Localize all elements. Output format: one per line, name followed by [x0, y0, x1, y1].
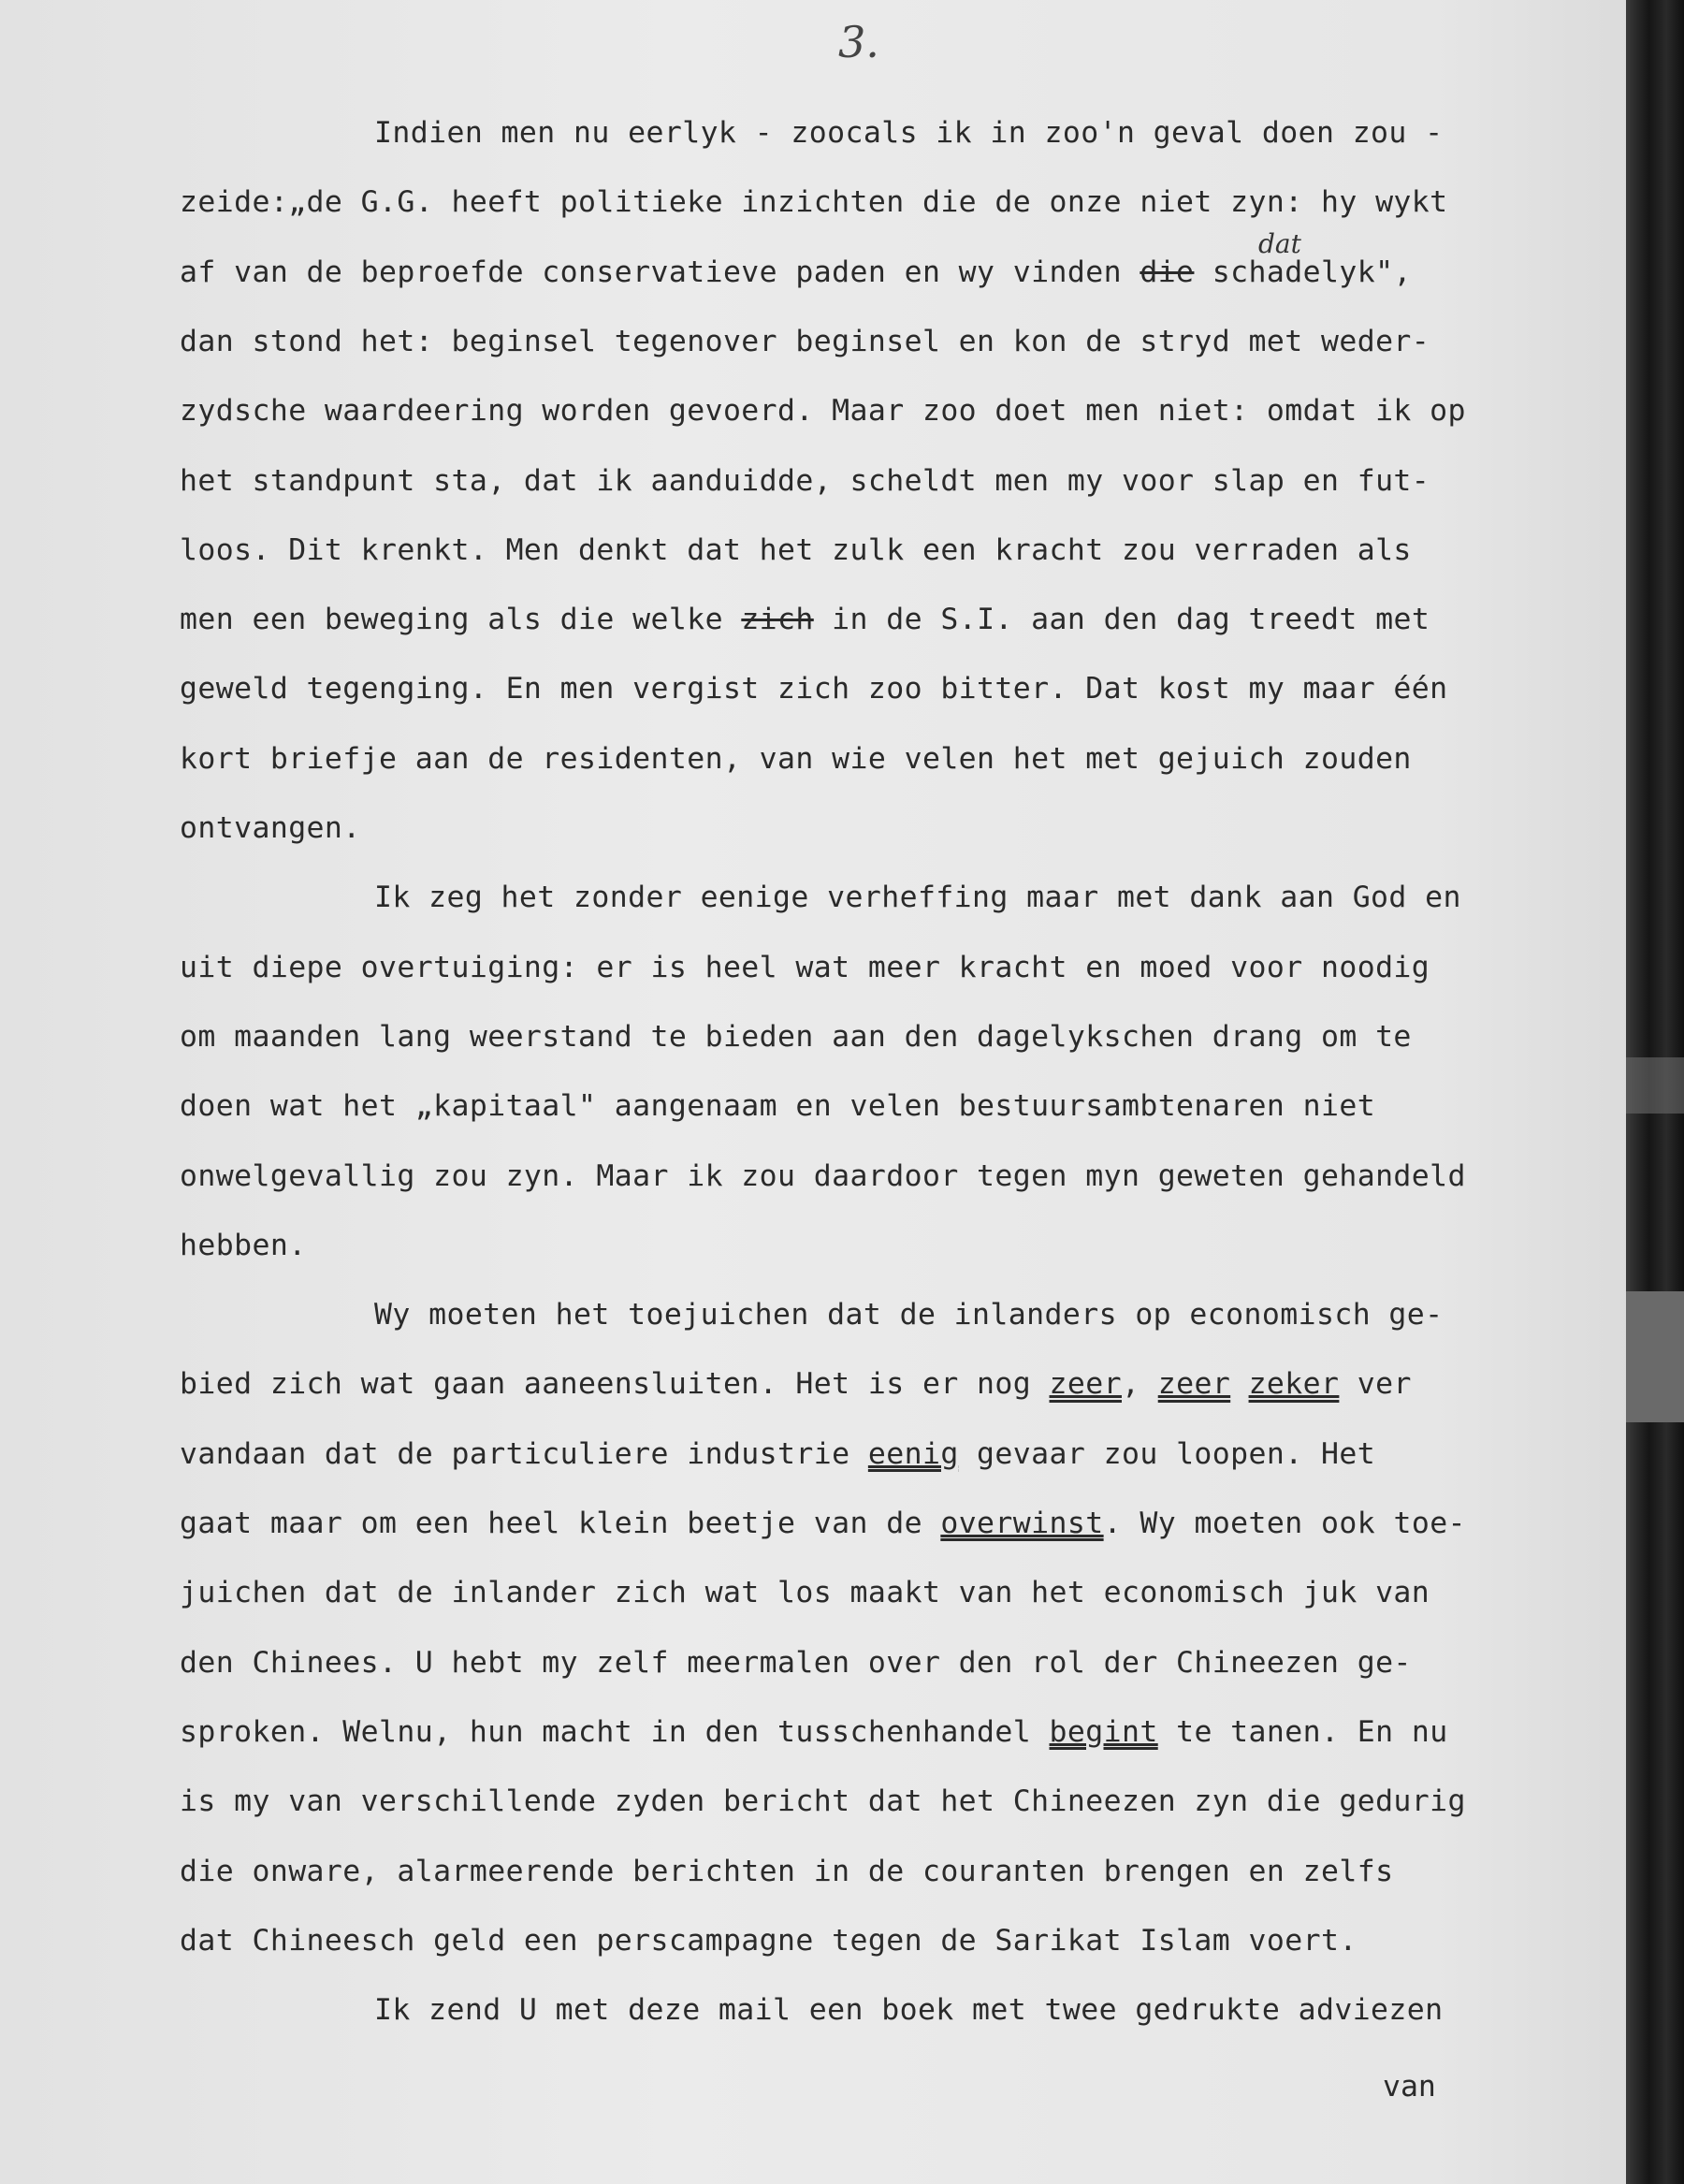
- text-line: [180, 1365, 1412, 1403]
- text-line: [180, 809, 361, 847]
- text-run: gevaar zou loopen. Het: [958, 1436, 1376, 1471]
- text-line: [374, 879, 1461, 916]
- text-run: in de S.I. aan den dag treedt met: [813, 603, 1430, 637]
- text-run: schadelyk",: [1194, 255, 1412, 289]
- text-line: [180, 1574, 1430, 1611]
- text-line: [180, 1853, 1393, 1890]
- text-line: [180, 254, 1412, 291]
- text-run: kort briefje aan de residenten, van wie velen het met gejuich zouden: [180, 741, 1412, 776]
- text-line: [180, 1158, 1466, 1195]
- text-run: onwelgevallig zou zyn. Maar ik zou daardoor tegen myn geweten gehandeld: [180, 1158, 1466, 1193]
- text-line: [180, 601, 1430, 638]
- page-number: 3.: [838, 17, 879, 67]
- text-run: hebben.: [180, 1228, 307, 1262]
- text-run: Ik zeg het zonder eenige verheffing maar met dank aan God en: [374, 881, 1461, 915]
- text-run: zeide:„de G.G. heeft politieke inzichten die de onze niet zyn: hy wykt: [180, 185, 1448, 220]
- text-run: men een beweging als die welke: [180, 603, 742, 637]
- handwritten-insertion: dat: [1258, 228, 1301, 259]
- underlined-word: zeer: [1157, 1367, 1231, 1402]
- edge-light-patch: [1626, 1291, 1684, 1422]
- scanned-page-edge: [1626, 0, 1684, 2184]
- text-line: [180, 392, 1466, 430]
- text-line: [180, 1435, 1375, 1473]
- underlined-word: zeer: [1049, 1367, 1122, 1402]
- text-run: dat Chineesch geld een perscampagne tegen de Sarikat Islam voert.: [180, 1923, 1357, 1958]
- text-line: [180, 183, 1448, 221]
- underlined-word: overwinst: [940, 1507, 1104, 1540]
- text-run: uit diepe overtuiging: er is heel wat meer kracht en moed voor noodig: [180, 950, 1430, 984]
- text-run: Wy moeten het toejuichen dat de inlanders op economisch ge-: [374, 1298, 1444, 1332]
- text-run: af van de beproefde conservatieve paden en wy vinden: [180, 255, 1140, 289]
- text-run: is my van verschillende zyden bericht dat het Chineezen zyn die gedurig: [180, 1784, 1466, 1819]
- text-line: [180, 1018, 1412, 1056]
- text-run: geweld tegenging. En men vergist zich zoo bitter. Dat kost my maar één: [180, 672, 1448, 706]
- text-line: [180, 1505, 1466, 1542]
- text-line: [180, 1227, 307, 1264]
- text-line: [180, 1087, 1375, 1125]
- text-run: juichen dat de inlander zich wat los maakt van het economisch juk van: [180, 1576, 1430, 1610]
- text-line: [180, 670, 1448, 707]
- text-line: [180, 531, 1412, 569]
- text-line: [374, 114, 1444, 152]
- text-run: Ik zend U met deze mail een boek met twee gedrukte adviezen: [374, 1993, 1444, 2028]
- text-run: dan stond het: beginsel tegenover beginsel en kon de stryd met weder-: [180, 324, 1430, 358]
- text-run: te tanen. En nu: [1157, 1714, 1448, 1749]
- text-line: [180, 1644, 1412, 1682]
- text-line: [374, 1991, 1444, 2029]
- text-run: . Wy moeten ook toe-: [1103, 1507, 1466, 1540]
- text-run: die onware, alarmeerende berichten in de couranten brengen en zelfs: [180, 1854, 1394, 1888]
- text-line: [180, 1783, 1466, 1820]
- text-run: gaat maar om een heel klein beetje van de: [180, 1507, 941, 1540]
- text-run: sproken. Welnu, hun macht in den tusschenhandel: [180, 1714, 1050, 1749]
- text-run: zydsche waardeering worden gevoerd. Maar zoo doet men niet: omdat ik op: [180, 394, 1466, 429]
- text-run: om maanden lang weerstand te bieden aan den dagelykschen drang om te: [180, 1019, 1412, 1054]
- text-run: doen wat het „kapitaal" aangenaam en velen bestuursambtenaren niet: [180, 1089, 1376, 1124]
- text-run: vandaan dat de particuliere industrie: [180, 1436, 868, 1471]
- text-line: [180, 1713, 1448, 1751]
- text-run: ver: [1339, 1367, 1412, 1402]
- struck-word: die: [1140, 255, 1195, 289]
- text-run: bied zich wat gaan aaneensluiten. Het is er nog: [180, 1367, 1050, 1402]
- text-run: het standpunt sta, dat ik aanduidde, scheldt men my voor slap en fut-: [180, 463, 1430, 498]
- text-line: [374, 1296, 1444, 1333]
- text-run: [1230, 1367, 1248, 1401]
- text-line: [180, 462, 1430, 500]
- text-run: ontvangen.: [180, 811, 361, 845]
- text-line: [180, 740, 1412, 778]
- text-run: den Chinees. U hebt my zelf meermalen over den rol der Chineezen ge-: [180, 1645, 1412, 1680]
- text-run: loos. Dit krenkt. Men denkt dat het zulk een kracht zou verraden als: [180, 532, 1412, 567]
- underlined-word: zeker: [1248, 1367, 1340, 1402]
- catchword: van: [1383, 2070, 1436, 2104]
- edge-light-patch: [1626, 1057, 1684, 1114]
- text-line: [180, 949, 1430, 986]
- underlined-word: eenig: [867, 1436, 959, 1471]
- text-run: ,: [1121, 1367, 1158, 1402]
- struck-word: zich: [741, 603, 814, 637]
- text-line: [180, 1922, 1357, 1959]
- underlined-word: begint: [1049, 1714, 1158, 1749]
- text-run: Indien men nu eerlyk - zoocals ik in zoo'n geval doen zou -: [374, 116, 1444, 150]
- text-line: [180, 323, 1430, 360]
